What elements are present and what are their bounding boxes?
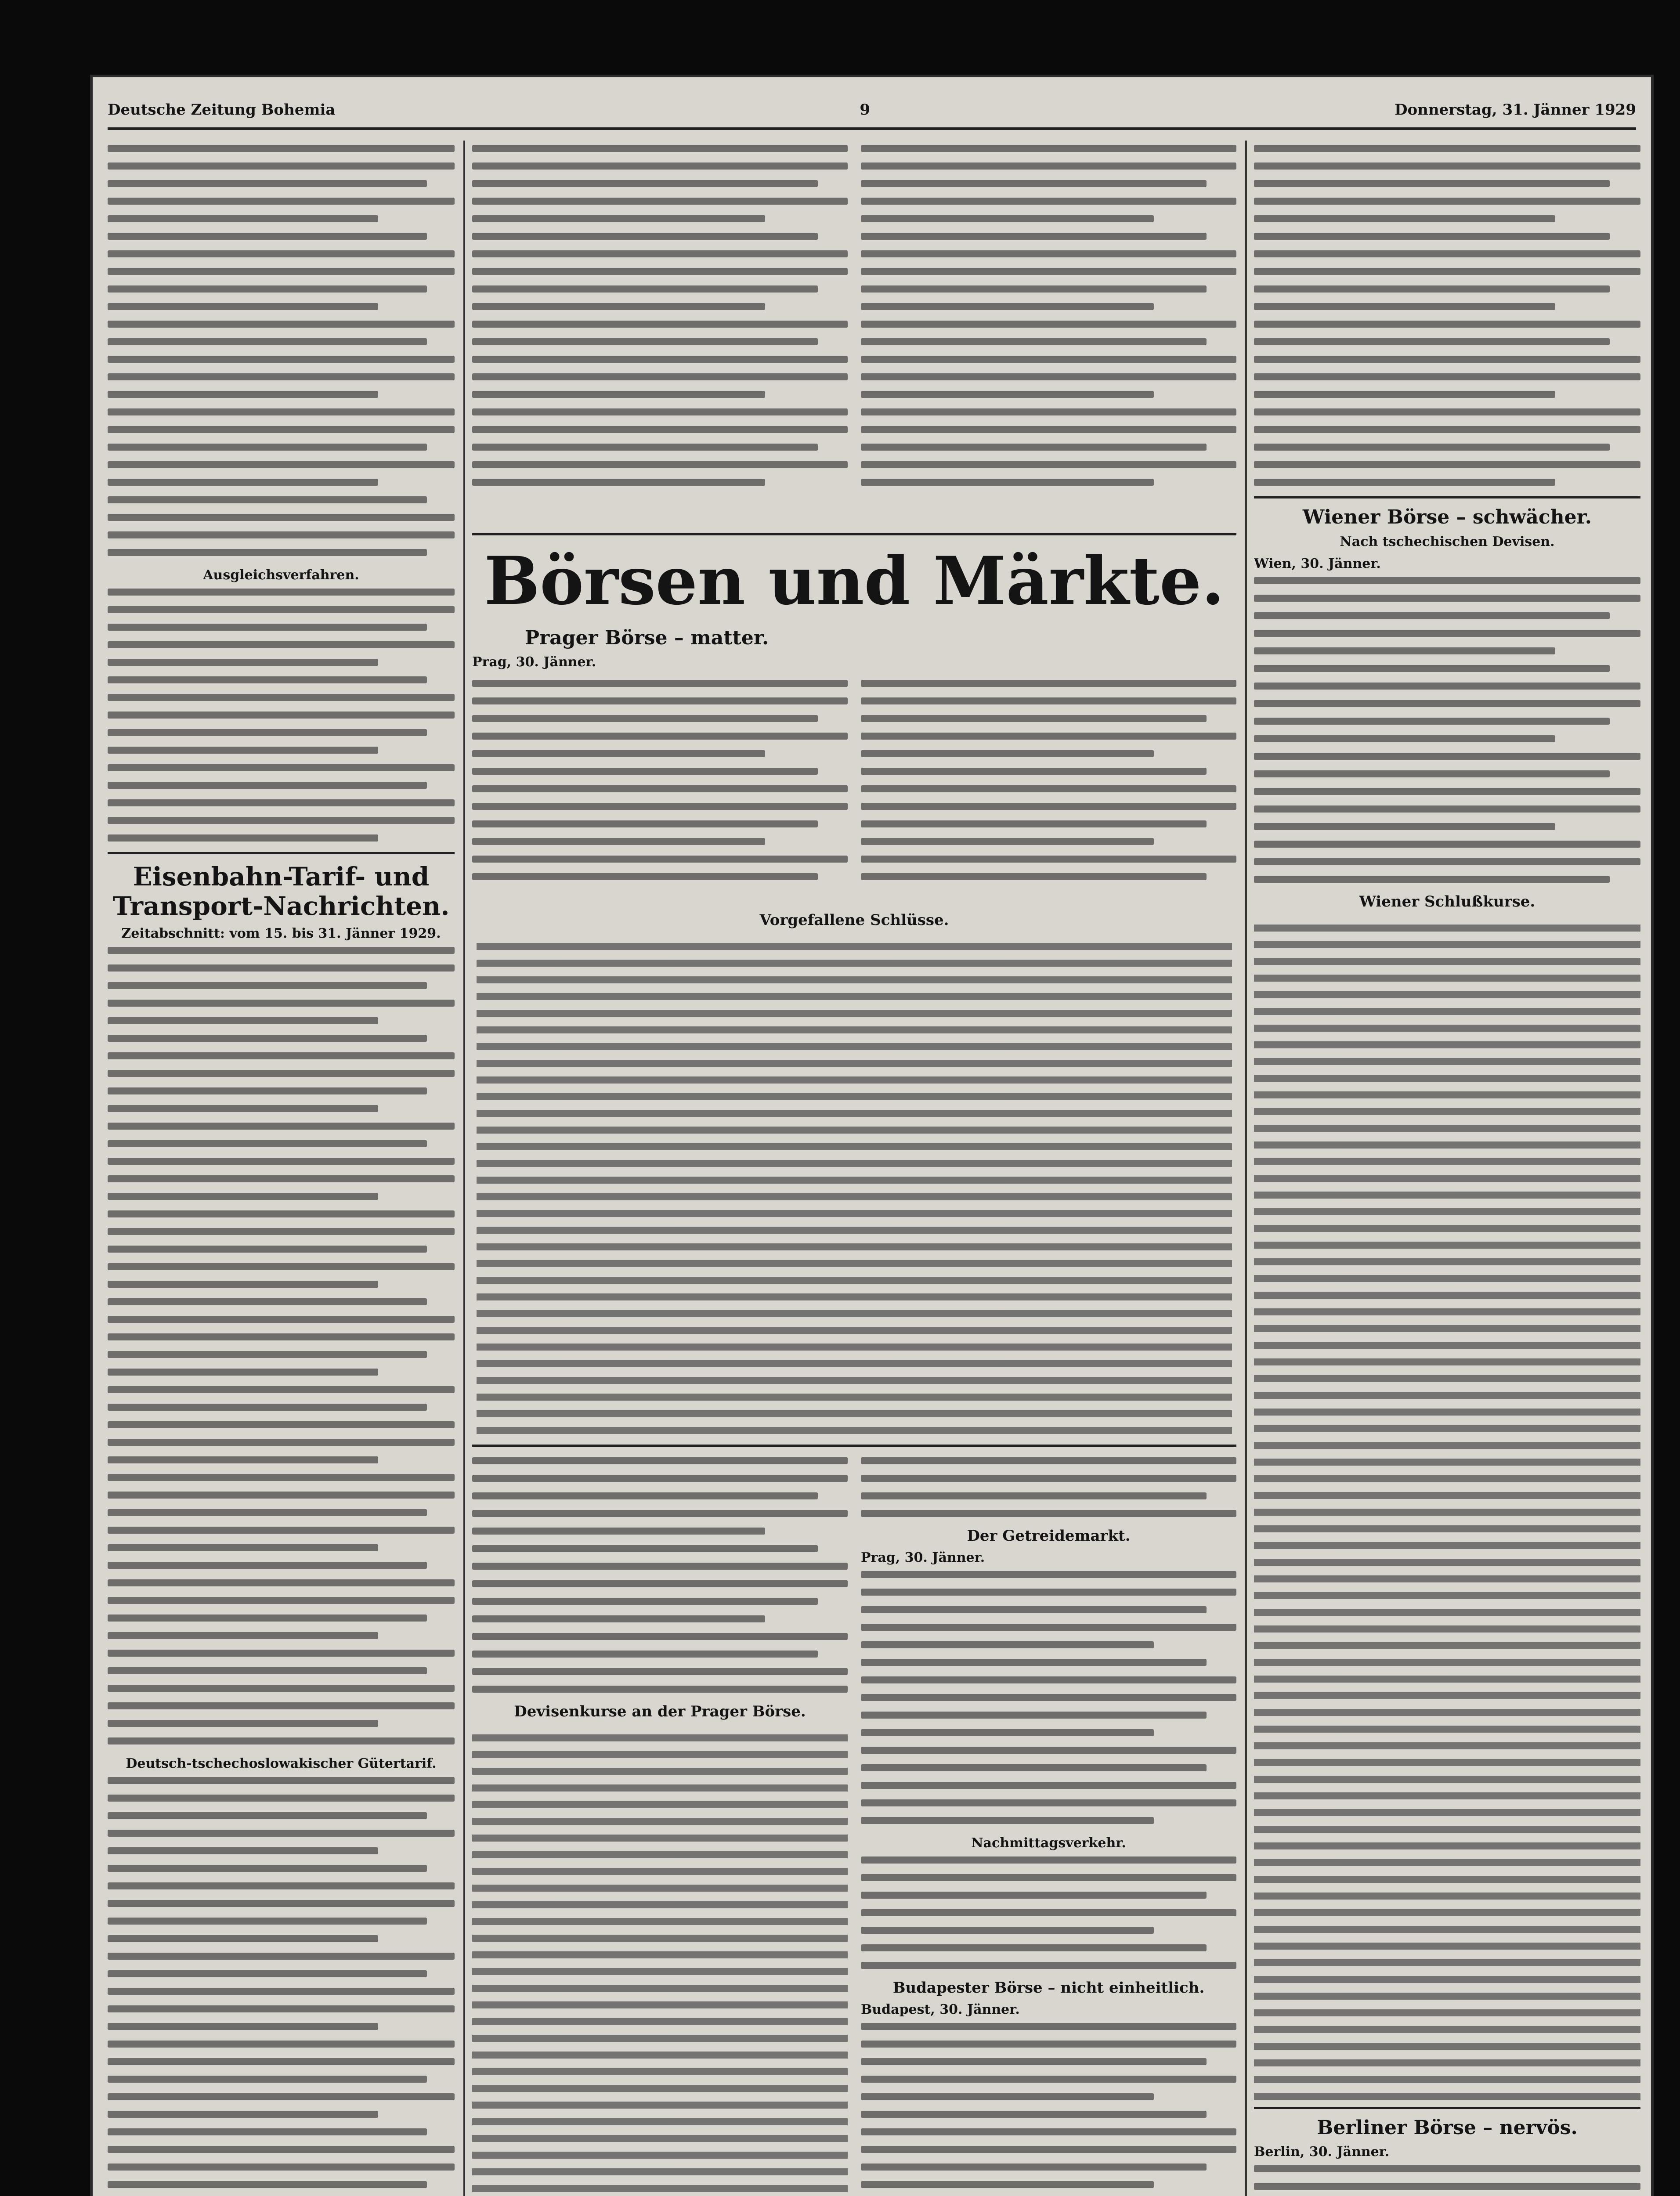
illegible-text-block [108,145,455,556]
devisen-table [472,1725,848,2196]
illegible-text-block [1254,145,1640,486]
section-rule [108,852,455,854]
illegible-text-block [861,145,1236,527]
lower-center-left [472,1453,848,2196]
section-rule [472,533,1236,535]
illegible-text-block [861,1571,1236,1824]
illegible-text-block [861,1457,1236,1517]
grain-date: Prag, 30. Jänner. [861,1550,985,1566]
illegible-text-block [472,680,848,904]
illegible-text-block [472,145,848,527]
illegible-text-block [472,1457,848,1693]
illegible-text-block [108,947,455,1745]
right-column [1254,141,1640,2196]
page-number: 9 [860,101,871,119]
running-head-right: Donnerstag, 31. Jänner 1929 [1394,101,1636,119]
illegible-text-block [861,1856,1236,1969]
newspaper-page [90,75,1654,2196]
prague-report [472,675,1236,904]
insolvency-heading: Ausgleichsverfahren. [203,567,359,583]
center-block [472,141,1236,2196]
illegible-text-block [108,589,455,842]
vienna-closing-table [1254,915,1640,2101]
vienna-subheading: Nach tschechischen Devisen. [1340,534,1555,549]
vienna-date: Wien, 30. Jänner. [1254,556,1381,571]
column-rule [463,141,465,2196]
devisen-heading: Devisenkurse an der Prager Börse. [514,1703,806,1721]
closing-trades-table [477,933,1232,1438]
left-column [108,141,455,2196]
illegible-text-block [1254,2165,1640,2196]
budapest-date: Budapest, 30. Jänner. [861,2002,1020,2018]
illegible-text-block [108,1777,455,2188]
grain-market-heading: Der Getreidemarkt. [967,1527,1131,1545]
vienna-table-heading: Wiener Schlußkurse. [1359,892,1535,910]
section-rule [1254,496,1640,498]
period-subheading: Zeitabschnitt: vom 15. bis 31. Jänner 1929. [121,926,441,942]
illegible-text-block [861,2023,1236,2196]
budapest-heading: Budapester Börse – nicht einheitlich. [892,1979,1205,1997]
section-rule [472,1445,1236,1447]
illegible-text-block [861,680,1236,904]
main-headline: Börsen und Märkte. [484,542,1225,620]
tariff-subheading: Deutsch-tschechoslowakischer Gütertarif. [126,1756,437,1772]
railway-heading: Eisenbahn-Tarif- und Transport-Nachrichten. [112,862,450,921]
prague-date: Prag, 30. Jänner. [472,654,596,670]
running-head-left: Deutsche Zeitung Bohemia [108,101,336,119]
vienna-exchange-heading: Wiener Börse – schwächer. [1302,506,1592,528]
closing-trades-heading: Vorgefallene Schlüsse. [759,911,949,929]
running-head [108,92,1636,130]
top-text-columns [472,141,1236,527]
lower-center [472,1453,1236,2196]
afternoon-heading: Nachmittagsverkehr. [971,1835,1126,1851]
illegible-text-block [1254,577,1640,883]
prague-exchange-heading: Prager Börse – matter. [525,626,769,649]
berlin-exchange-heading: Berliner Börse – nervös. [1317,2116,1578,2139]
lower-center-right [861,1453,1236,2196]
column-rule [1245,141,1247,2196]
section-rule [1254,2107,1640,2109]
berlin-date: Berlin, 30. Jänner. [1254,2144,1390,2160]
